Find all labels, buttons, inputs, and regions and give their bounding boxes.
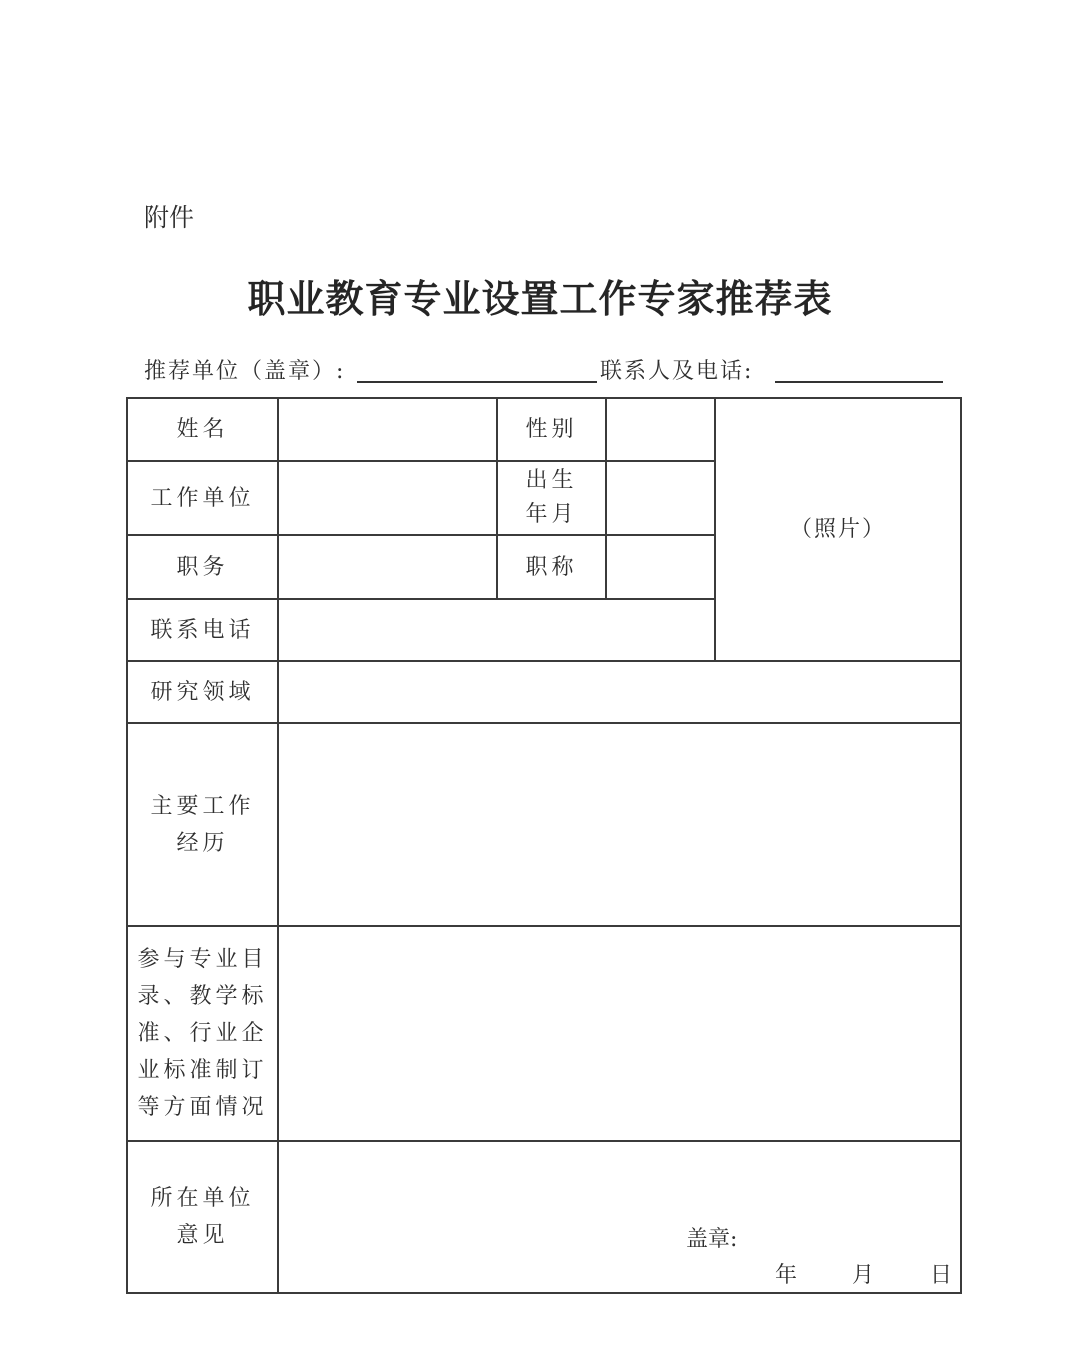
phone-label: 联系电话 — [150, 617, 255, 643]
name-label: 姓名 — [176, 417, 229, 442]
professional-title-label: 职称 — [525, 554, 578, 580]
date-month-label: 月 — [852, 1263, 875, 1288]
position-label: 职务 — [176, 554, 229, 580]
date-day-label: 日 — [930, 1263, 953, 1288]
research-field-label: 研究领域 — [150, 679, 255, 705]
name-input[interactable] — [279, 399, 496, 460]
recommending-unit-label: 推荐单位（盖章）: — [144, 359, 346, 384]
gender-input[interactable] — [607, 399, 714, 460]
table-border-bottom — [126, 1292, 962, 1294]
birth-date-input[interactable] — [607, 462, 714, 534]
recommending-unit-field[interactable] — [357, 381, 597, 383]
position-input[interactable] — [279, 536, 496, 598]
work-unit-label: 工作单位 — [150, 485, 255, 511]
work-experience-label: 主要工作 经历 — [150, 793, 255, 856]
table-border-right — [960, 397, 962, 1294]
work-unit-input[interactable] — [279, 462, 496, 534]
form-title: 职业教育专业设置工作专家推荐表 — [247, 277, 833, 321]
seal-label: 盖章: — [686, 1227, 738, 1252]
professional-title-input[interactable] — [607, 536, 714, 598]
research-field-input[interactable] — [279, 662, 960, 722]
participation-label: 参与专业目 录、教学标 准、行业企 业标准制订 等方面情况 — [137, 947, 268, 1120]
participation-input[interactable] — [279, 927, 960, 1140]
photo-placeholder[interactable]: （照片） — [789, 517, 886, 542]
contact-label: 联系人及电话: — [600, 359, 754, 384]
phone-input[interactable] — [279, 600, 714, 660]
birth-date-label: 出生 年月 — [525, 468, 578, 527]
attachment-label: 附件 — [144, 203, 195, 232]
work-experience-input[interactable] — [279, 724, 960, 925]
contact-field[interactable] — [775, 381, 943, 383]
gender-label: 性别 — [525, 417, 578, 442]
date-year-label: 年 — [775, 1263, 798, 1288]
unit-opinion-label: 所在单位 意见 — [150, 1186, 255, 1248]
